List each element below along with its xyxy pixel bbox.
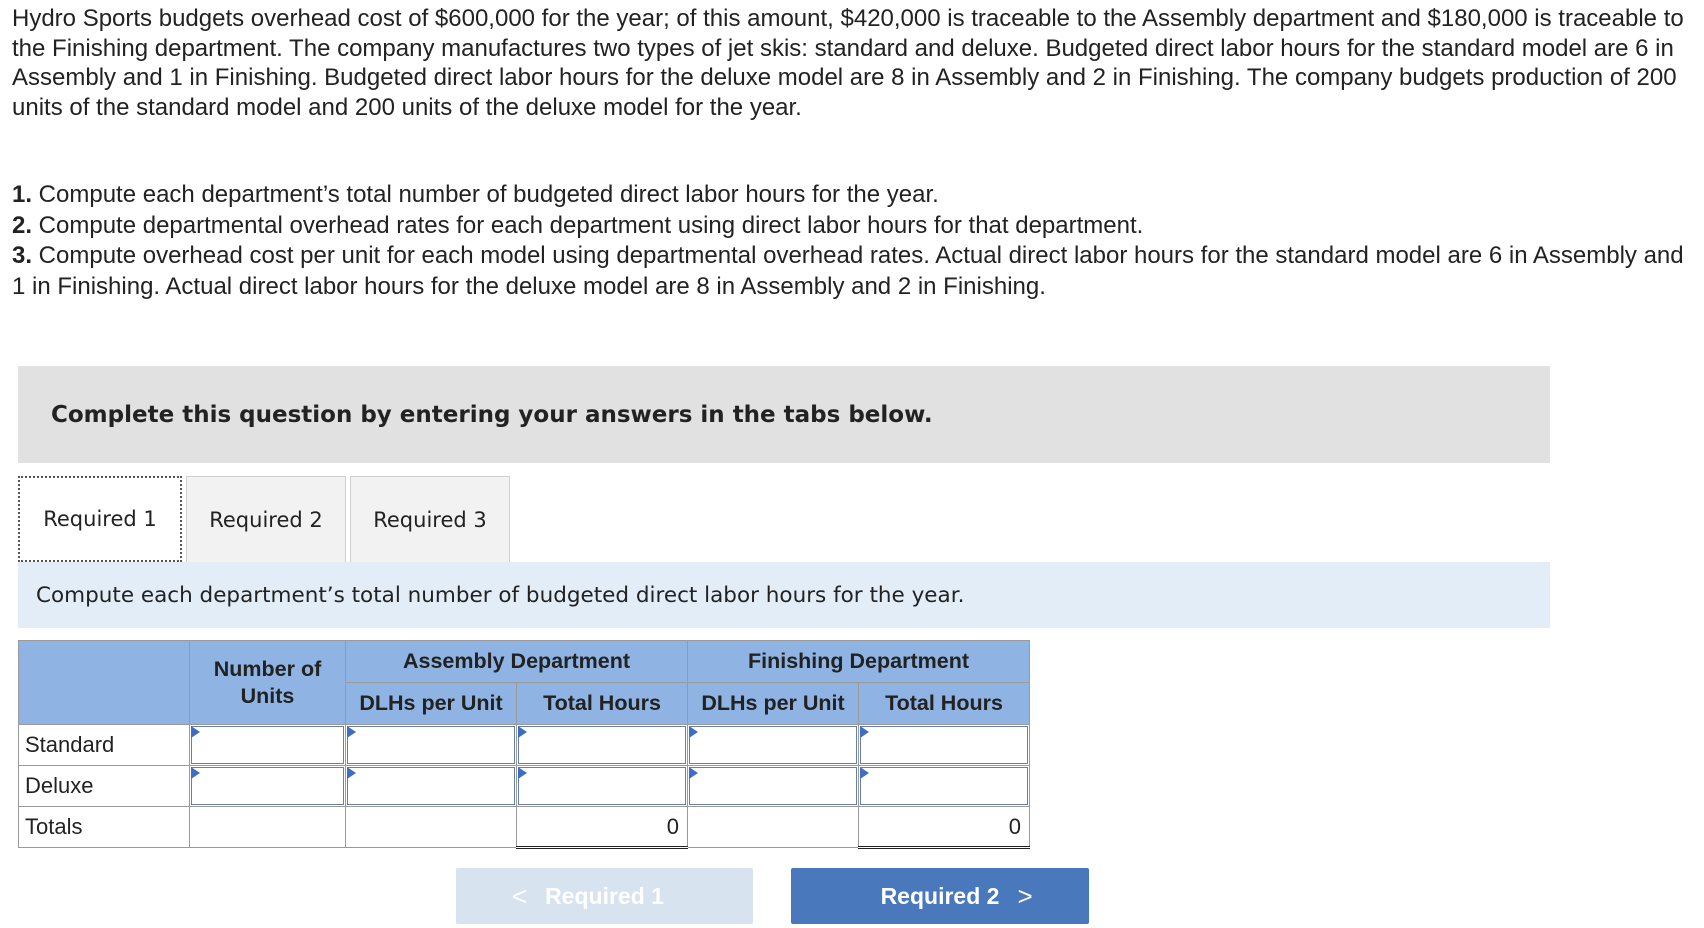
header-assembly-total: Total Hours (517, 683, 688, 725)
instructions-banner (18, 366, 1550, 463)
header-finishing: Finishing Department (688, 641, 1030, 683)
assembly-total-hours: 0 (517, 807, 688, 848)
standard-assembly-total-input[interactable] (518, 726, 686, 764)
requirement-3: 3. Compute overhead cost per unit for each model using departmental overhead rates. Actual direct labor hours for the standard model are 6 in Assembly and 1 in Finishing. Actual direct labor hours for the deluxe model are 8 in Assembly and 2 in Finishing. (12, 242, 1684, 300)
standard-finishing-total-input[interactable] (860, 726, 1028, 764)
header-blank (19, 641, 190, 725)
tab-required-1[interactable]: Required 1 (18, 476, 182, 562)
next-required-button[interactable] (791, 868, 1089, 924)
prev-button-label: Required 1 (545, 882, 664, 909)
deluxe-units-input[interactable] (191, 767, 344, 805)
chevron-left-icon: < (511, 880, 528, 911)
totals-units-cell (190, 807, 346, 848)
header-assembly-dlh: DLHs per Unit (346, 683, 517, 725)
standard-assembly-dlh-input[interactable] (347, 726, 515, 764)
requirements-list (12, 180, 1692, 302)
tab-required-2[interactable]: Required 2 (186, 476, 346, 562)
deluxe-assembly-total-input[interactable] (518, 767, 686, 805)
totals-assembly-dlh-cell (346, 807, 517, 848)
prev-required-button[interactable] (456, 868, 753, 924)
header-finishing-dlh: DLHs per Unit (688, 683, 859, 725)
problem-statement (12, 4, 1692, 122)
row-label-deluxe: Deluxe (19, 766, 190, 807)
table-row-standard (19, 725, 1030, 766)
tab-instruction: Compute each department’s total number of budgeted direct labor hours for the year. (18, 562, 1550, 628)
table-row-totals (19, 807, 1030, 848)
header-assembly: Assembly Department (346, 641, 688, 683)
banner-text: Complete this question by entering your answers in the tabs below. (51, 401, 933, 428)
row-label-totals: Totals (19, 807, 190, 848)
problem-paragraph: Hydro Sports budgets overhead cost of $600,000 for the year; of this amount, $420,000 is traceable to the Assembly department and $180,000 is traceable to the Finishing department. The company manufactures two types of jet skis: standard and deluxe. Budgeted direct labor hours for the standard model are 6 in Assembly and 1 in Finishing. Budgeted direct labor hours for the deluxe model are 8 in Assembly and 2 in Finishing. The company budgets production of 200 units of the standard model and 200 units of the deluxe model for the year. (12, 5, 1684, 121)
row-label-standard: Standard (19, 725, 190, 766)
standard-units-input[interactable] (191, 726, 344, 764)
chevron-right-icon: > (1017, 880, 1033, 911)
requirement-1: 1. Compute each department’s total number of budgeted direct labor hours for the year. (12, 181, 939, 208)
labor-hours-table (18, 640, 1030, 849)
deluxe-finishing-total-input[interactable] (860, 767, 1028, 805)
table-row-deluxe (19, 766, 1030, 807)
header-units: Number of Units (190, 641, 346, 725)
next-button-label: Required 2 (880, 882, 1000, 909)
tab-required-3[interactable]: Required 3 (350, 476, 510, 562)
requirement-2: 2. Compute departmental overhead rates for each department using direct labor hours for that department. (12, 211, 1144, 239)
header-finishing-total: Total Hours (859, 683, 1030, 725)
tab-bar (18, 476, 514, 562)
finishing-total-hours: 0 (859, 807, 1030, 848)
standard-finishing-dlh-input[interactable] (689, 726, 857, 764)
deluxe-finishing-dlh-input[interactable] (689, 767, 857, 805)
totals-finishing-dlh-cell (688, 807, 859, 848)
deluxe-assembly-dlh-input[interactable] (347, 767, 515, 805)
